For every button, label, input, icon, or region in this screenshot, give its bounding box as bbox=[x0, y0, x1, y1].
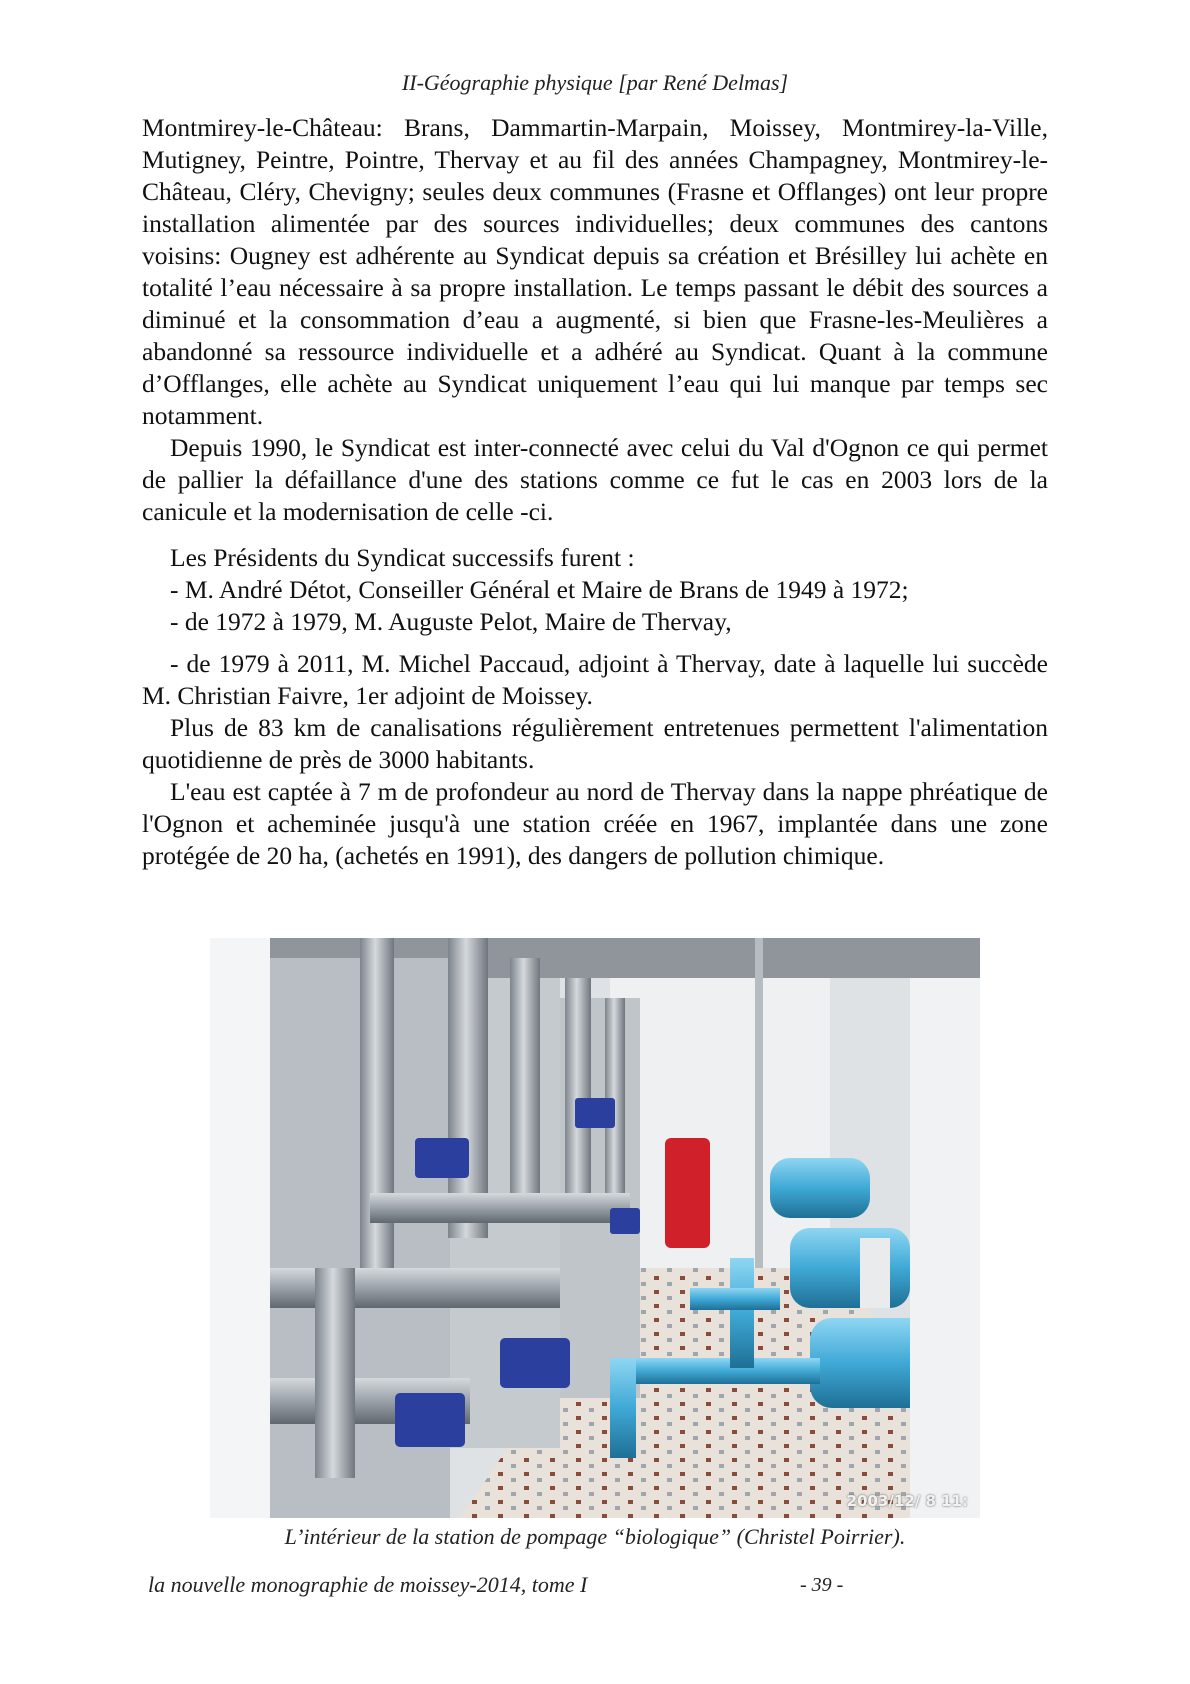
running-header: II-Géographie physique [par René Delmas] bbox=[401, 70, 789, 95]
paragraph-interconnection: Depuis 1990, le Syndicat est inter-connecté avec celui du Val d'Ognon ce qui permet de pallier la défaillance d'une des stations comme ce fut le cas en 2003 lors de la canicule et la modernisation de celle -ci. bbox=[142, 433, 1048, 526]
paragraph-water-source: L'eau est captée à 7 m de profondeur au nord de Thervay dans la nappe phréatique de l'Ognon et acheminée jusqu'à une station créée en 1967, implantée dans une zone protégée de 20 ha, (achetés en 1991), des dangers de pollution chimique. bbox=[142, 777, 1048, 870]
pumping-station-illustration bbox=[210, 938, 980, 1518]
paragraph-pipelines: Plus de 83 km de canalisations régulièrement entretenues permettent l'alimentation quotidienne de près de 3000 habitants. bbox=[142, 713, 1048, 774]
footer-publication: la nouvelle monographie de moissey-2014, tome I bbox=[148, 1572, 588, 1597]
president-item-3: - de 1979 à 2011, M. Michel Paccaud, adjoint à Thervay, date à laquelle lui succède M. Christian Faivre, 1er adjoint de Moissey. bbox=[142, 649, 1048, 710]
body-text bbox=[142, 112, 1048, 872]
paragraph-communes: Montmirey-le-Château: Brans, Dammartin-Marpain, Moissey, Montmirey-la-Ville, Mutigney, Peintre, Pointre, Thervay et au fil des années Champagney, Montmirey-le-Château, Cléry, Chevigny; seules deux communes (Frasne et Offlanges) ont leur propre installation alimentée par des sources individuelles; deux communes des cantons voisins: Ougney est adhérente au Syndicat depuis sa création et Brésilley lui achète en totalité l’eau nécessaire à sa propre installation. Le temps passant le débit des sources a diminué et la consommation d’eau a augmenté, si bien que Frasne-les-Meulières a abandonné sa ressource individuelle et a adhéré au Syndicat. Quant à la commune d’Offlanges, elle achète au Syndicat uniquement l’eau qui lui manque par temps sec notamment. bbox=[142, 113, 1048, 430]
page-number: - 39 - bbox=[800, 1574, 844, 1596]
pumping-station-photo bbox=[210, 938, 980, 1518]
president-item-2: - de 1972 à 1979, M. Auguste Pelot, Maire de Thervay, bbox=[170, 607, 732, 636]
photo-date-stamp: 2003/12/ 8 11: bbox=[846, 1492, 968, 1510]
figure-caption: L’intérieur de la station de pompage “biologique” (Christel Poirrier). bbox=[284, 1524, 906, 1549]
president-item-1: - M. André Détot, Conseiller Général et Maire de Brans de 1949 à 1972; bbox=[170, 575, 909, 604]
presidents-intro: Les Présidents du Syndicat successifs furent : bbox=[170, 543, 635, 572]
